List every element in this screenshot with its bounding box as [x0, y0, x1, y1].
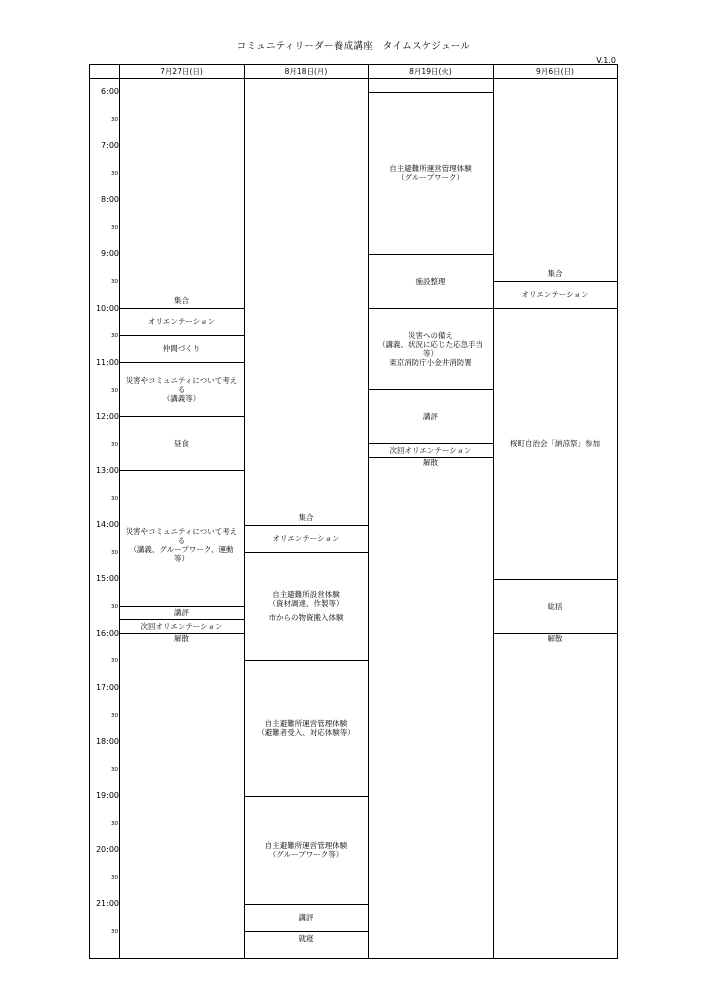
- day3-prep-line: （講義、状況に応じた応急手当: [378, 339, 483, 349]
- day1-dismissal: 解散: [174, 634, 189, 643]
- day1-teambuilding: 仲間づくり: [162, 344, 201, 353]
- day2-ops2-line: 自主避難所運営管理体験: [264, 841, 348, 850]
- day1-lecture-morning: [119, 362, 244, 416]
- day1-lecture2-line: 災害やコミュニティについて考え: [125, 527, 238, 536]
- day4-assembly: 集合: [547, 269, 563, 278]
- day3-dismissal: 解散: [423, 458, 438, 467]
- time-label: 20:00: [95, 845, 119, 854]
- day3-review: 講評: [423, 411, 438, 421]
- day2-ops2-line: （グループワーク等）: [268, 850, 344, 859]
- time-label: 10:00: [95, 304, 119, 313]
- day3-prep-line: 等）: [423, 348, 438, 358]
- day3-shelter-ops: [368, 92, 493, 254]
- day2-shelter-ops-2: [244, 796, 368, 904]
- time-label: 15:00: [95, 574, 119, 583]
- time-label: 30: [111, 388, 118, 394]
- time-label: 30: [111, 550, 118, 556]
- day1-lecture2-line: （講義、グループワーク、運動: [129, 545, 234, 554]
- column-header-day3: 8月19日(火): [409, 67, 452, 76]
- day2-setup-line: 市からの物資搬入体験: [268, 613, 344, 622]
- page-title: コミュニティリーダー養成講座 タイムスケジュール: [236, 41, 471, 52]
- day2-ops1-line: 自主避難所運営管理体験: [264, 719, 348, 728]
- time-label: 30: [111, 442, 118, 448]
- day3-next-orientation: 次回オリエンテーション: [389, 445, 472, 455]
- time-label: 11:00: [95, 358, 119, 367]
- column-header-day4: 9月6日(日): [536, 67, 574, 76]
- day2-orientation: オリエンテーション: [272, 534, 340, 543]
- time-label: 30: [111, 117, 118, 123]
- time-label: 30: [111, 279, 118, 285]
- time-label: 8:00: [101, 195, 119, 204]
- day3-prep-line: 災害への備え: [408, 330, 453, 340]
- day1-orientation: オリエンテーション: [147, 317, 216, 326]
- time-label: 30: [111, 225, 118, 231]
- day3-ops-line: 自主避難所運営管理体験: [389, 164, 472, 173]
- time-label: 30: [111, 713, 118, 719]
- day1-review: 講評: [174, 608, 189, 617]
- day1-next-orientation: 次回オリエンテーション: [140, 621, 223, 631]
- time-label: 17:00: [95, 683, 119, 692]
- time-label: 30: [111, 821, 118, 827]
- day3-prep-line: 東京消防庁小金井消防署: [389, 357, 472, 367]
- day2-review: 講評: [298, 913, 314, 922]
- day4-dismissal: 解散: [547, 634, 563, 643]
- day2-shelter-setup: [244, 552, 368, 660]
- day3-facility-cleanup: 施設整理: [415, 276, 446, 286]
- time-label: 12:00: [95, 412, 119, 421]
- time-label: 30: [111, 604, 118, 610]
- time-label: 19:00: [95, 791, 119, 800]
- time-label: 14:00: [95, 520, 119, 529]
- day4-orientation: オリエンテーション: [521, 290, 589, 299]
- column-header-day1: 7月27日(日): [160, 67, 203, 76]
- time-label: 13:00: [95, 466, 119, 475]
- day2-setup-line: （資材調達、作製等）: [268, 599, 344, 608]
- time-label: 30: [111, 333, 118, 339]
- day2-assembly: 集合: [298, 513, 314, 522]
- time-label: 30: [111, 929, 118, 935]
- day4-column: [493, 65, 617, 958]
- day2-column: [244, 65, 368, 958]
- time-label: 30: [111, 767, 118, 773]
- day3-disaster-prep: [368, 308, 493, 389]
- day2-bedtime: 就寝: [298, 933, 314, 943]
- time-label: 6:00: [101, 87, 119, 96]
- day4-summary: 総括: [547, 601, 563, 611]
- day1-lecture1-line: （講義等）: [162, 393, 201, 403]
- time-label: 30: [111, 496, 118, 502]
- day2-setup-line: 自主避難所設営体験: [272, 590, 340, 599]
- time-label: 9:00: [101, 249, 119, 258]
- day1-lecture2-line: る: [177, 536, 186, 545]
- day3-ops-line: （グループワーク）: [397, 173, 464, 182]
- day1-lecture1-line: 災害やコミュニティについて考え: [125, 375, 238, 385]
- time-label: 21:00: [95, 899, 119, 908]
- day1-lecture-afternoon: [119, 485, 244, 605]
- time-label: 16:00: [95, 629, 119, 638]
- day4-festival: 桜町自治会「納涼祭」参加: [510, 439, 600, 448]
- day1-lecture2-line: 等）: [174, 554, 189, 563]
- version-label: V.1.0: [596, 56, 616, 65]
- time-label: 7:00: [101, 141, 119, 150]
- day1-lecture1-line: る: [177, 384, 186, 394]
- day1-column: [119, 65, 244, 958]
- schedule-table: [89, 64, 618, 959]
- time-label: 30: [111, 171, 118, 177]
- time-label: 30: [111, 875, 118, 881]
- day2-ops1-line: （避難者受入、対応体験等）: [257, 728, 355, 737]
- time-label: 18:00: [95, 737, 119, 746]
- day2-shelter-ops-1: [244, 660, 368, 796]
- day1-assembly: 集合: [174, 296, 189, 305]
- day3-column: [368, 65, 493, 958]
- time-label: 30: [111, 658, 118, 664]
- column-header-day2: 8月18日(月): [284, 67, 328, 76]
- day1-lunch: 昼食: [174, 438, 189, 448]
